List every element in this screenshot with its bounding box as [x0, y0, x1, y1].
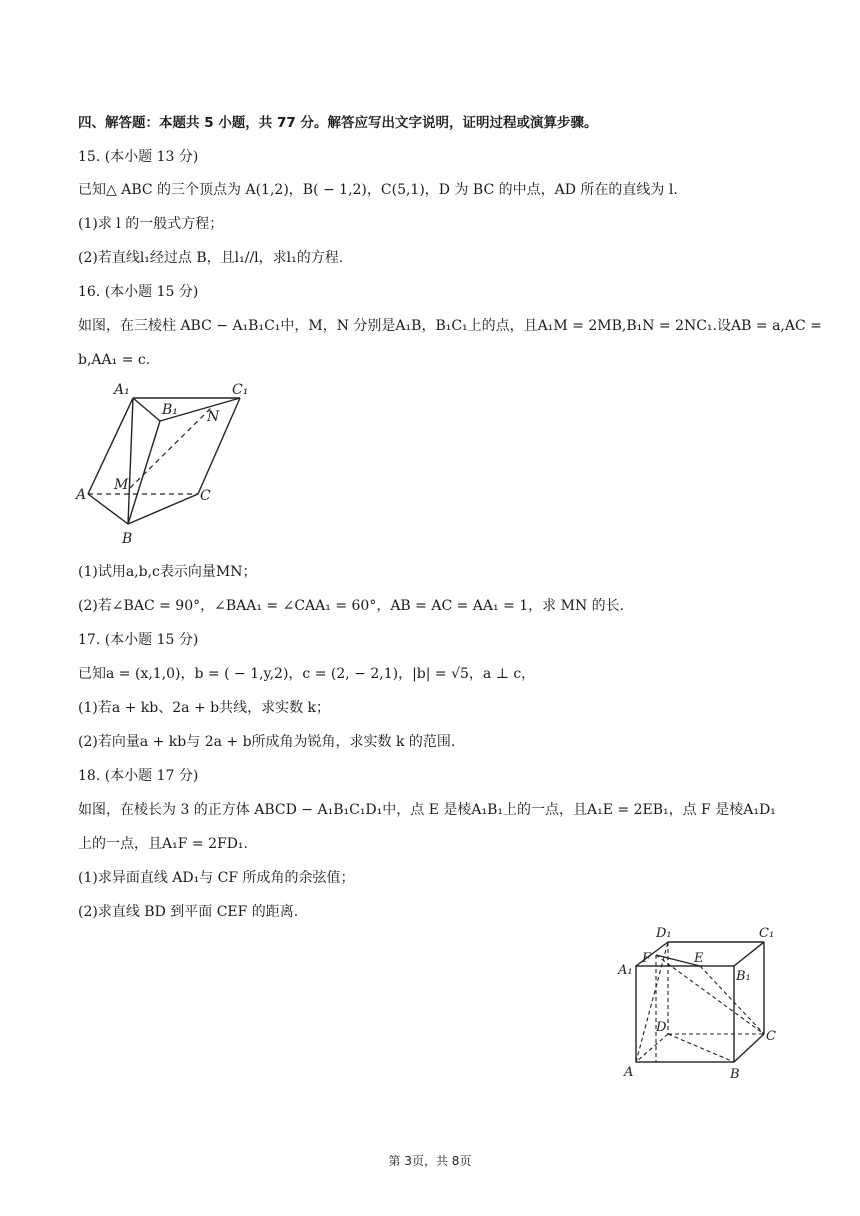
problem-18-part-2: (2)求直线 BD 到平面 CEF 的距离. [78, 904, 299, 920]
cube-label-c: C [766, 1029, 776, 1044]
problem-15-statement: 已知△ ABC 的三个顶点为 A(1,2)，B( − 1,2)，C(5,1)，D 为 BC 的中点，AD 所在的直线为 l. [78, 182, 678, 198]
cube-label-f: F [642, 951, 652, 966]
problem-18-part-1: (1)求异面直线 AD₁与 CF 所成角的余弦值； [78, 870, 355, 886]
section-heading: 四、解答题：本题共 5 小题，共 77 分。解答应写出文字说明，证明过程或演算步骤。 [78, 115, 598, 131]
problem-17-part-1: (1)若a + kb、2a + b共线，求实数 k； [78, 700, 331, 716]
prism-label-n: N [207, 409, 220, 425]
problem-16-part-2: (2)若∠BAC = 90°，∠BAA₁ = ∠CAA₁ = 60°，AB = AC = AA₁ = 1，求 MN 的长. [78, 598, 625, 614]
cube-label-c1: C₁ [759, 926, 775, 941]
problem-17-part-2: (2)若向量a + kb与 2a + b所成角为锐角，求实数 k 的范围. [78, 734, 456, 750]
problem-16-number: 16. (本小题 15 分) [78, 284, 199, 300]
prism-figure [70, 376, 260, 548]
problem-18-number: 18. (本小题 17 分) [78, 768, 199, 784]
problem-15-part-2: (2)若直线l₁经过点 B，且l₁//l，求l₁的方程. [78, 250, 344, 266]
cube-label-a: A [624, 1065, 634, 1080]
prism-label-a1: A₁ [114, 382, 130, 398]
cube-label-b1: B₁ [736, 969, 751, 984]
prism-label-b: B [122, 531, 133, 547]
problem-16-statement-cont: b,AA₁ = c. [78, 352, 151, 368]
prism-label-c: C [200, 488, 211, 504]
prism-label-c1: C₁ [232, 382, 249, 398]
cube-figure [612, 922, 790, 1082]
cube-label-d1: D₁ [656, 926, 672, 941]
prism-label-a: A [76, 487, 87, 503]
problem-18-statement-cont: 上的一点，且A₁F = 2FD₁. [78, 836, 248, 852]
problem-16-statement: 如图，在三棱柱 ABC − A₁B₁C₁中，M，N 分别是A₁B，B₁C₁上的点，且A₁M = 2MB,B₁N = 2NC₁.设AB = a,AC = [78, 318, 822, 334]
problem-16-part-1: (1)试用a,b,c表示向量MN； [78, 564, 257, 580]
problem-15-part-1: (1)求 l 的一般式方程； [78, 216, 224, 232]
cube-label-a1: A₁ [618, 963, 633, 978]
page-footer: 第 3页，共 8页 [388, 1154, 472, 1168]
prism-label-m: M [114, 477, 129, 493]
prism-label-b1: B₁ [162, 402, 178, 418]
problem-15-number: 15. (本小题 13 分) [78, 149, 199, 165]
problem-17-number: 17. (本小题 15 分) [78, 632, 199, 648]
problem-18-statement: 如图，在棱长为 3 的正方体 ABCD − A₁B₁C₁D₁中，点 E 是棱A₁B₁上的一点，且A₁E = 2EB₁，点 F 是棱A₁D₁ [78, 802, 776, 818]
cube-label-b: B [730, 1067, 740, 1082]
cube-label-d: D [656, 1020, 667, 1035]
problem-17-statement: 已知a = (x,1,0)，b = ( − 1,y,2)，c = (2, − 2,1)，|b| = √5，a ⊥ c， [78, 666, 536, 682]
cube-label-e: E [694, 951, 704, 966]
